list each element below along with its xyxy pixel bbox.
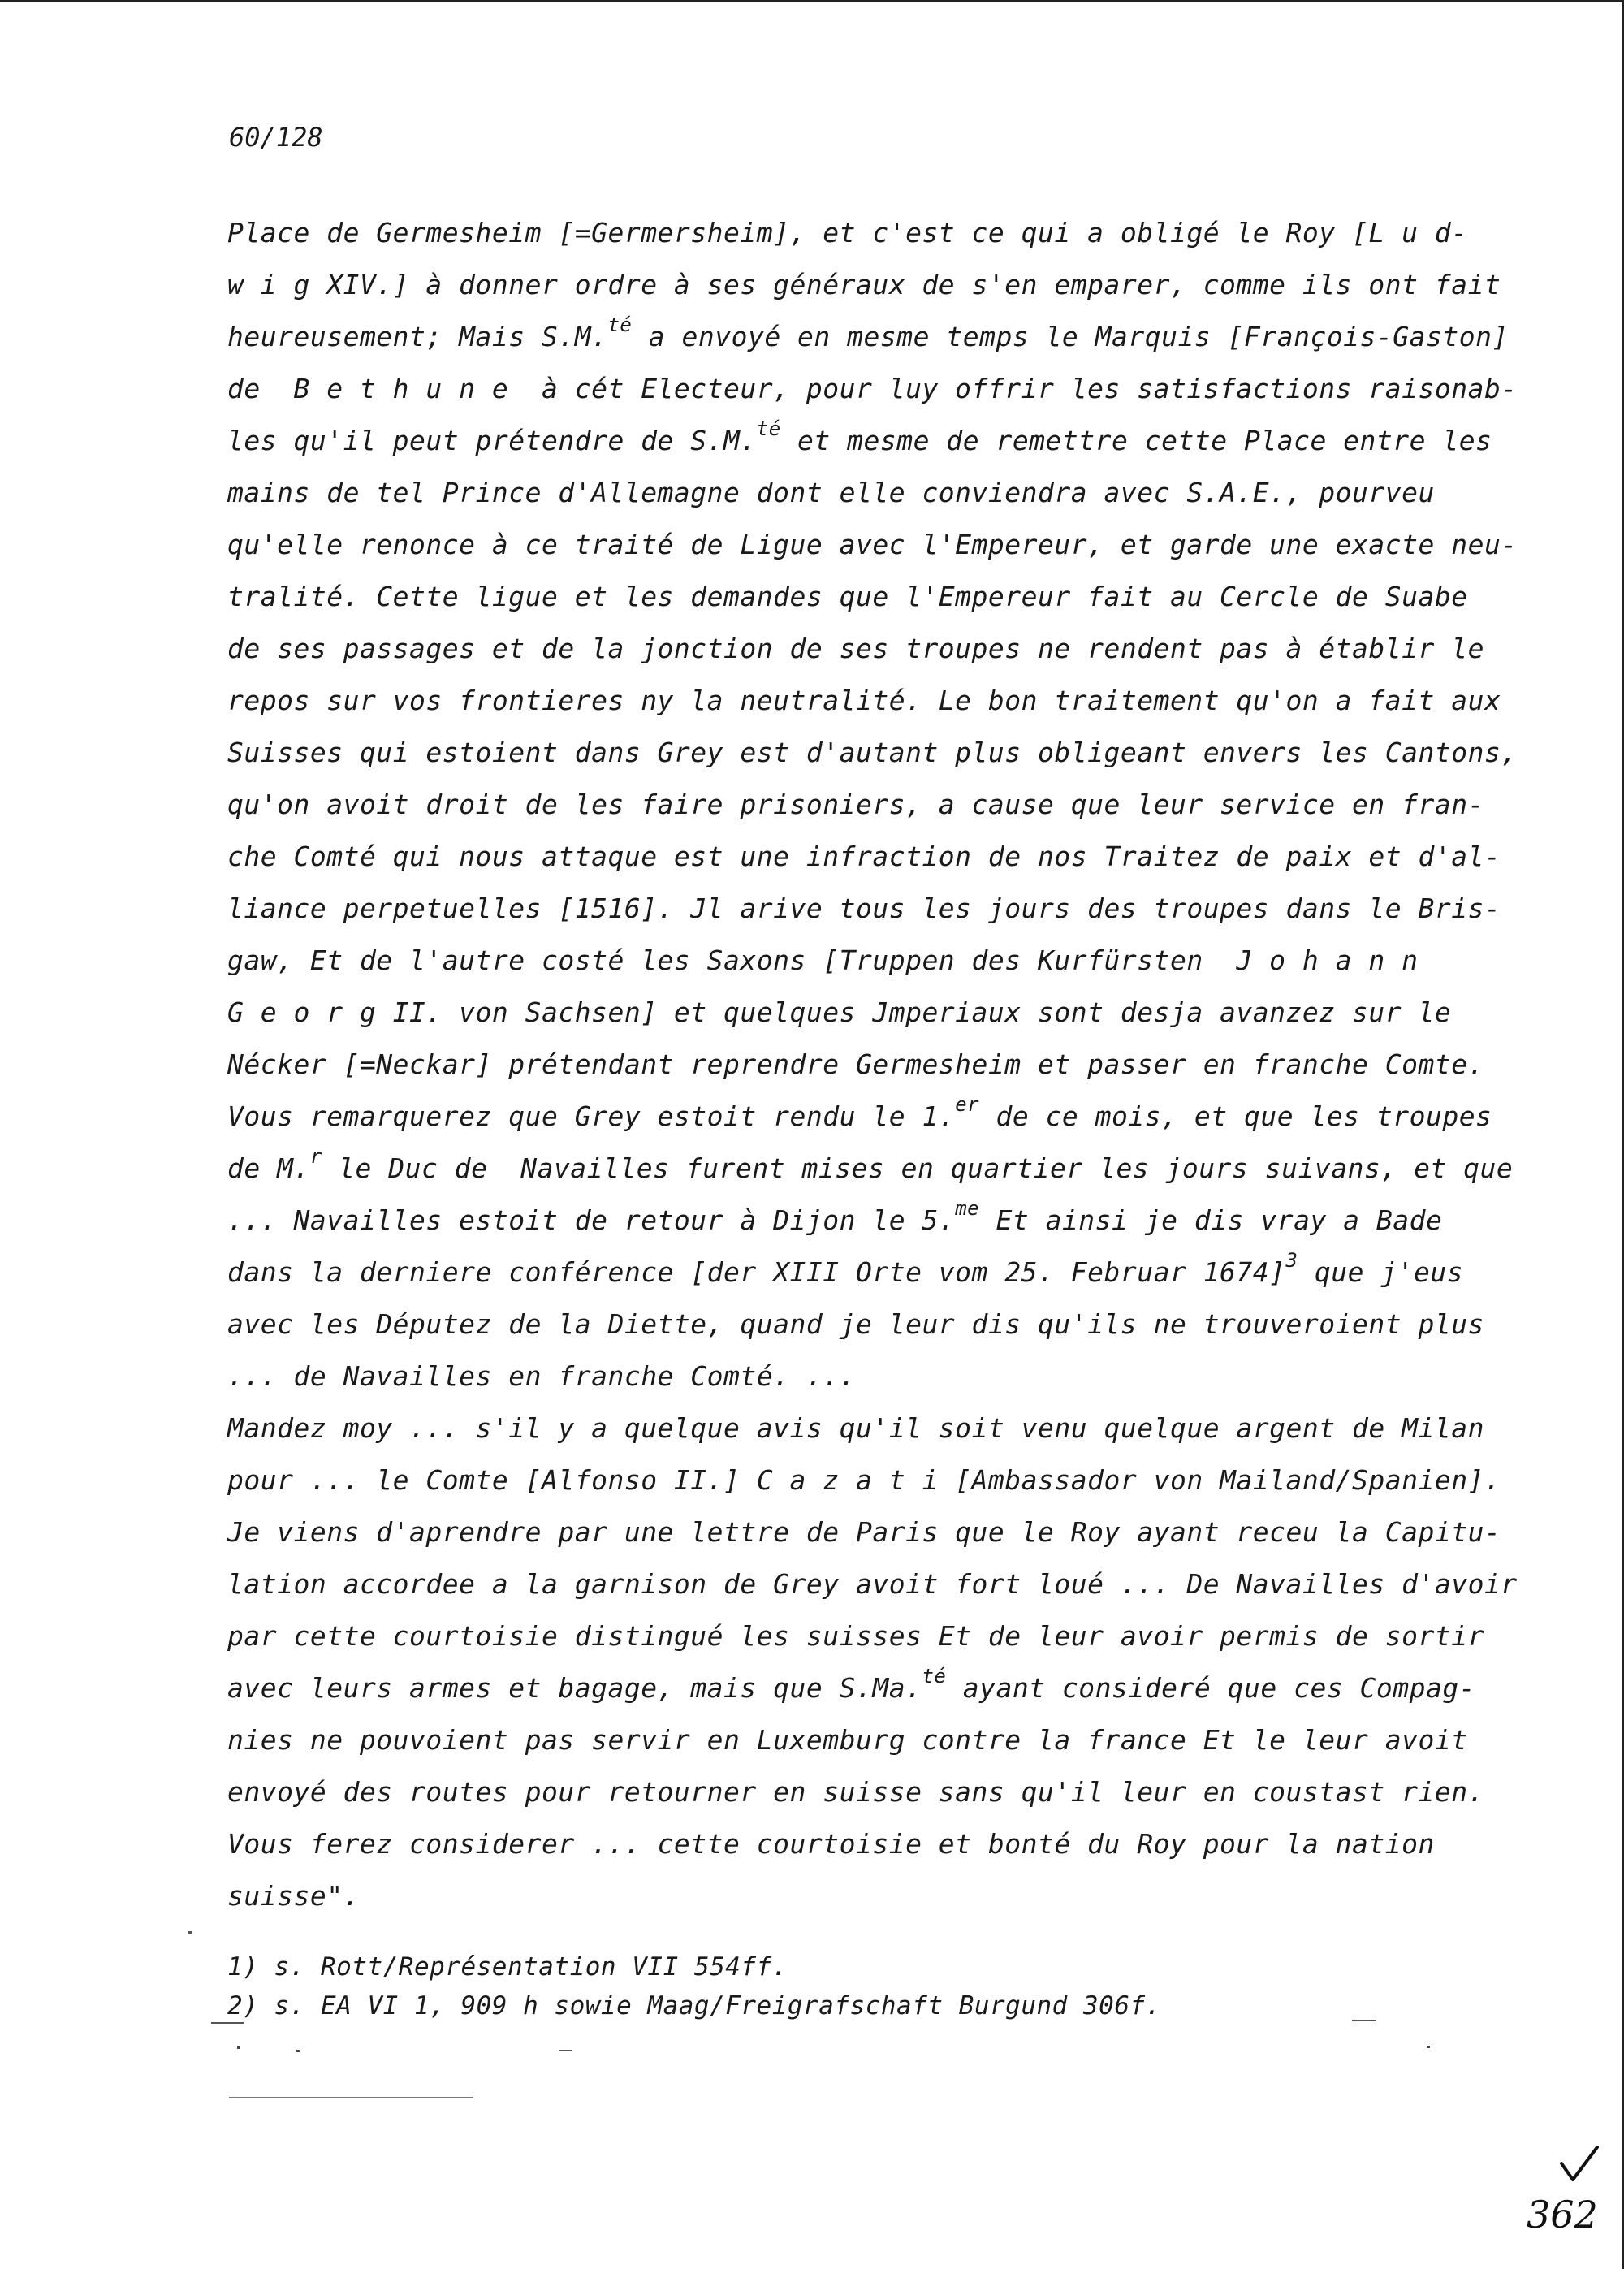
text-segment: w i g XIV.] à donner ordre à ses généraux de s'en emparer, comme ils ont fait <box>227 269 1501 300</box>
text-segment: qu'on avoit droit de les faire prisoniers, a cause que leur service en fran- <box>227 789 1484 820</box>
text-line <box>227 1091 1494 1143</box>
text-line <box>227 467 1494 519</box>
text-line <box>227 1870 1494 1922</box>
scan-mark <box>296 2050 300 2052</box>
text-segment: ... de Navailles en franche Comté. ... <box>227 1360 856 1392</box>
superscript: er <box>955 1093 980 1116</box>
text-line <box>227 623 1494 675</box>
text-segment: Suisses qui estoient dans Grey est d'autant plus obligeant envers les Cantons, <box>227 737 1518 768</box>
text-line <box>227 1351 1494 1402</box>
text-line <box>227 1247 1494 1299</box>
check-mark-icon <box>1555 2144 1604 2189</box>
text-line <box>227 1299 1494 1351</box>
footnotes <box>227 1947 1494 2025</box>
text-segment: tralité. Cette ligue et les demandes que l'Empereur fait au Cercle de Suabe <box>227 581 1468 612</box>
text-line <box>227 1454 1501 1506</box>
text-segment: de M. <box>227 1152 310 1184</box>
text-segment: G e o r g II. von Sachsen] et quelques Jmperiaux sont desja avanzez sur le <box>227 996 1452 1028</box>
text-line <box>227 415 1494 467</box>
text-segment: avec les Députez de la Diette, quand je leur dis qu'ils ne trouveroient plus <box>227 1308 1484 1340</box>
text-segment: de B e t h u n e à cét Electeur, pour luy offrir les satisfactions raisonab- <box>227 373 1518 404</box>
text-line <box>227 1766 1494 1818</box>
text-segment: ayant consideré que ces Compag- <box>946 1672 1476 1704</box>
text-segment: qu'elle renonce à ce traité de Ligue avec l'Empereur, et garde une exacte neu- <box>227 529 1518 560</box>
scan-mark <box>237 2046 240 2049</box>
text-line <box>227 519 1518 571</box>
text-segment: envoyé des routes pour retourner en suisse sans qu'il leur en coustast rien. <box>227 1776 1484 1808</box>
footnote-2: 2) s. EA VI 1, 909 h sowie Maag/Freigrafschaft Burgund 306f. <box>227 1991 1161 2020</box>
text-segment: suisse". <box>227 1880 360 1912</box>
text-segment: Place de Germesheim [=Germersheim], et c'est ce qui a obligé le Roy [L u d- <box>227 217 1468 249</box>
scan-mark <box>559 2050 572 2051</box>
text-segment: che Comté qui nous attaque est une infraction de nos Traitez de paix et d'al- <box>227 841 1501 872</box>
text-line <box>227 1143 1514 1195</box>
text-line <box>227 1039 1494 1091</box>
text-segment: dans la derniere conférence [der XIII Orte vom 25. Februar 1674] <box>227 1256 1286 1288</box>
text-segment: liance perpetuelles [1516]. Jl arive tous les jours des troupes dans le Bris- <box>227 892 1501 924</box>
text-segment: nies ne pouvoient pas servir en Luxemburg contre la france Et le leur avoit <box>227 1724 1468 1756</box>
text-segment: Mandez moy ... s'il y a quelque avis qu'il soit venu quelque argent de Milan <box>227 1412 1484 1444</box>
text-line <box>227 363 1518 415</box>
text-segment: avec leurs armes et bagage, mais que S.Ma. <box>227 1672 922 1704</box>
superscript: té <box>922 1665 947 1688</box>
superscript: r <box>309 1145 322 1168</box>
text-line <box>227 1402 1494 1454</box>
text-segment: et mesme de remettre cette Place entre les <box>780 425 1492 456</box>
text-segment: lation accordee a la garnison de Grey avoit fort loué ... De Navailles d'avoir <box>227 1568 1518 1600</box>
scan-mark <box>1352 2020 1376 2021</box>
text-line <box>227 207 1494 259</box>
text-segment: pour ... le Comte [Alfonso II.] C a z a t i [Ambassador von Mailand/Spanien]. <box>227 1464 1501 1496</box>
text-segment: le Duc de Navailles furent mises en quartier les jours suivans, et que <box>322 1152 1514 1184</box>
letter-body <box>227 207 1518 1922</box>
superscript: té <box>607 313 633 336</box>
text-segment: mains de tel Prince d'Allemagne dont elle conviendra avec S.A.E., pourveu <box>227 477 1435 508</box>
text-line <box>227 831 1501 883</box>
text-segment: par cette courtoisie distingué les suisses Et de leur avoir permis de sortir <box>227 1620 1484 1652</box>
text-segment: Je viens d'aprendre par une lettre de Paris que le Roy ayant receu la Capitu- <box>227 1516 1501 1548</box>
text-line <box>227 883 1501 935</box>
text-segment: repos sur vos frontieres ny la neutralité. Le bon traitement qu'on a fait aux <box>227 685 1501 716</box>
page-number: 60/128 <box>229 122 323 153</box>
text-line <box>227 987 1494 1039</box>
text-line <box>227 571 1494 623</box>
superscript: me <box>955 1197 980 1220</box>
text-segment: Vous remarquerez que Grey estoit rendu le 1. <box>227 1100 956 1132</box>
text-segment: Et ainsi je dis vray a Bade <box>979 1204 1443 1236</box>
text-segment: que j'eus <box>1298 1256 1464 1288</box>
text-line <box>227 1662 1494 1714</box>
text-line <box>227 1506 1501 1558</box>
text-line <box>227 675 1501 727</box>
text-line <box>227 1558 1518 1610</box>
superscript: té <box>756 417 781 440</box>
text-line <box>227 1818 1494 1870</box>
scan-mark <box>229 2097 473 2098</box>
scan-mark <box>1427 2046 1430 2048</box>
text-line <box>227 727 1518 779</box>
footnote-separator <box>188 1931 192 1934</box>
text-segment: heureusement; Mais S.M. <box>227 321 608 352</box>
text-segment: de ses passages et de la jonction de ses troupes ne rendent pas à établir le <box>227 633 1484 664</box>
text-line <box>227 311 1509 363</box>
archive-page-mark: 362 <box>1527 2193 1598 2237</box>
text-segment: a envoyé en mesme temps le Marquis [François-Gaston] <box>632 321 1509 352</box>
text-line <box>227 259 1501 311</box>
footnote-1: 1) s. Rott/Représentation VII 554ff. <box>227 1952 788 1982</box>
superscript: 3 <box>1285 1249 1298 1272</box>
text-line <box>227 1195 1494 1247</box>
text-segment: de ce mois, et que les troupes <box>979 1100 1492 1132</box>
text-segment: gaw, Et de l'autre costé les Saxons [Truppen des Kurfürsten J o h a n n <box>227 944 1419 976</box>
text-segment: Vous ferez considerer ... cette courtoisie et bonté du Roy pour la nation <box>227 1828 1435 1860</box>
text-segment: Nécker [=Neckar] prétendant reprendre Germesheim et passer en franche Comte. <box>227 1048 1484 1080</box>
text-line <box>227 1610 1494 1662</box>
scan-mark <box>211 2022 244 2024</box>
text-line <box>227 1714 1494 1766</box>
text-segment: les qu'il peut prétendre de S.M. <box>227 425 757 456</box>
text-line <box>227 935 1494 987</box>
text-segment: ... Navailles estoit de retour à Dijon le 5. <box>227 1204 956 1236</box>
text-line <box>227 779 1494 831</box>
page-border-top <box>0 0 1624 2</box>
